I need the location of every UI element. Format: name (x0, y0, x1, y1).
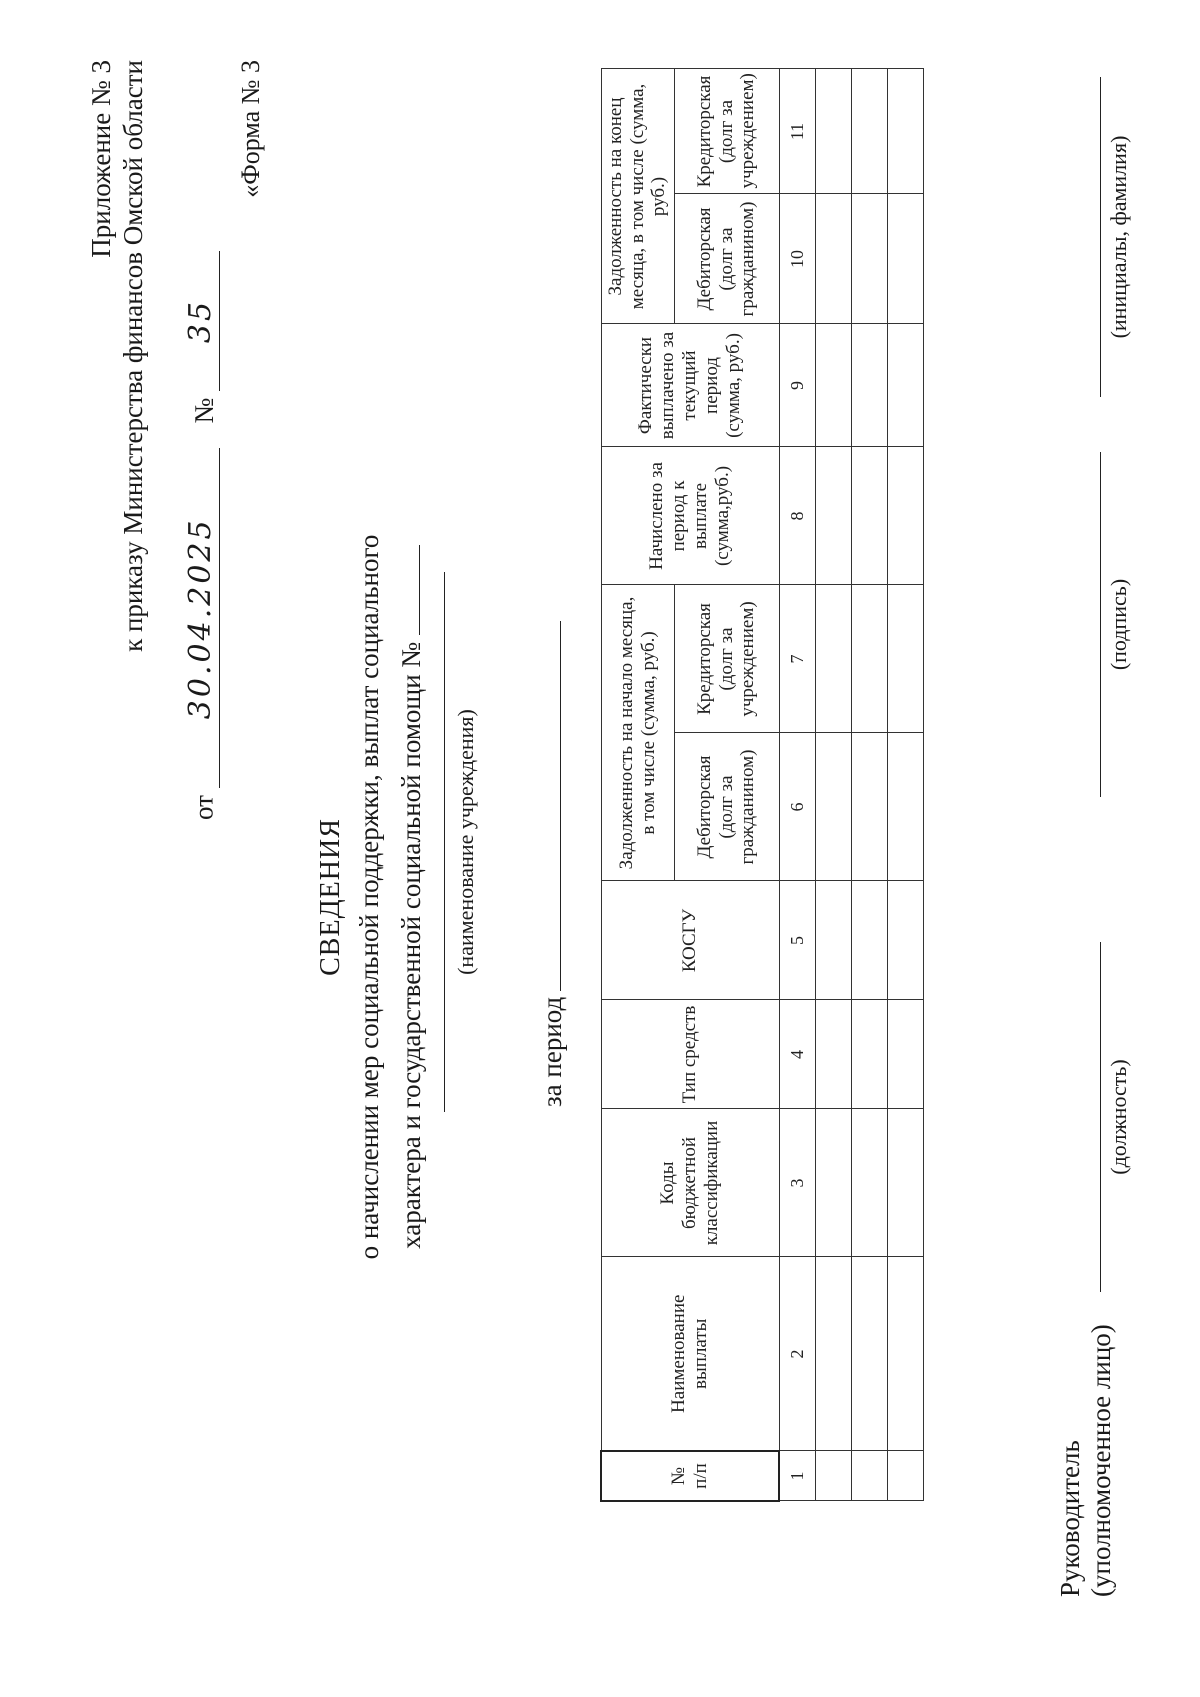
table-cell[interactable] (852, 881, 888, 1000)
table-cell[interactable] (852, 447, 888, 585)
table-cell[interactable] (888, 69, 924, 194)
institution-name-blank[interactable] (444, 572, 445, 1112)
signature-blank[interactable] (1100, 452, 1101, 797)
column-number: 4 (779, 1000, 816, 1109)
empty-rows (816, 69, 924, 1501)
table-cell[interactable] (816, 1451, 852, 1501)
header-paid: Фактически выплачено за текущий период (сумма, руб.) (601, 324, 779, 447)
date-prefix: от (188, 795, 219, 820)
table-cell[interactable] (888, 1451, 924, 1501)
table-cell[interactable] (816, 194, 852, 324)
table-cell[interactable] (852, 585, 888, 733)
table-cell[interactable] (888, 1257, 924, 1451)
header-accrued: Начислено за период к выплате (сумма,руб.) (601, 447, 779, 585)
table-cell[interactable] (852, 733, 888, 881)
header-end-debit: Дебиторская (долг за гражданином) (674, 194, 779, 324)
table-row (888, 69, 924, 1501)
header-start-credit: Кредиторская (долг за учреждением) (674, 585, 779, 733)
header-row-number: № п/п (601, 1451, 779, 1501)
subtitle-line-2 (391, 397, 433, 1397)
column-number: 11 (779, 69, 816, 194)
table-header-row-1 (601, 69, 674, 1501)
table-cell[interactable] (888, 1109, 924, 1257)
number-prefix: № (188, 397, 219, 424)
column-number: 7 (779, 585, 816, 733)
column-number: 1 (779, 1451, 816, 1501)
table-cell[interactable] (888, 585, 924, 733)
column-number: 10 (779, 194, 816, 324)
table-cell[interactable] (816, 447, 852, 585)
subtitle-line-1: о начислении мер социальной поддержки, выплат социального (354, 534, 384, 1260)
table-cell[interactable] (852, 194, 888, 324)
signature-caption: (подпись) (1106, 578, 1131, 671)
table-cell[interactable] (816, 1109, 852, 1257)
table-row (816, 69, 852, 1501)
order-date-number-line (183, 60, 220, 820)
table-cell[interactable] (888, 1000, 924, 1109)
table-cell[interactable] (888, 733, 924, 881)
name-blank[interactable] (1100, 77, 1101, 397)
table-cell[interactable] (852, 1109, 888, 1257)
signatory-block (1055, 1324, 1117, 1597)
document-subtitle (349, 397, 433, 1397)
header-debt-start-group: Задолженность на начало месяца, в том числе (сумма, руб.) (601, 585, 674, 881)
table-cell[interactable] (852, 1257, 888, 1451)
document-title: СВЕДЕНИЯ (315, 818, 346, 976)
name-caption: (инициалы, фамилия) (1106, 135, 1131, 339)
order-date-handwritten: 30.04.2025 (183, 517, 218, 720)
column-number-row (779, 69, 816, 1501)
table-cell[interactable] (816, 69, 852, 194)
institution-caption: (наименование учреждения) (453, 709, 478, 975)
table-cell[interactable] (816, 324, 852, 447)
column-number: 2 (779, 1257, 816, 1451)
signatory-subtitle: (уполномоченное лицо) (1086, 1324, 1117, 1597)
position-caption: (должность) (1106, 1059, 1131, 1175)
table-cell[interactable] (852, 1000, 888, 1109)
period-blank[interactable] (559, 621, 561, 991)
header-debt-end-group: Задолженность на конец месяца, в том числе (сумма, руб.) (601, 69, 674, 324)
column-number: 3 (779, 1109, 816, 1257)
column-number: 8 (779, 447, 816, 585)
header-kosgu: КОСГУ (601, 881, 779, 1000)
column-number: 5 (779, 881, 816, 1000)
period-line (537, 621, 568, 1107)
appendix-number: Приложение № 3 (86, 60, 116, 258)
header-funds-type: Тип средств (601, 1000, 779, 1109)
table-cell[interactable] (888, 881, 924, 1000)
table-cell[interactable] (888, 324, 924, 447)
table-cell[interactable] (888, 447, 924, 585)
subtitle-line-2-text: характера и государственной социальной помощи № (395, 641, 426, 1249)
order-number-field (183, 251, 220, 391)
accrual-table (600, 68, 924, 1502)
position-blank[interactable] (1100, 942, 1101, 1292)
order-reference: к приказу Министерства финансов Омской области (118, 60, 149, 652)
table-cell[interactable] (852, 69, 888, 194)
column-number: 9 (779, 324, 816, 447)
report-number-blank[interactable] (418, 545, 420, 635)
table-cell[interactable] (816, 585, 852, 733)
table-cell[interactable] (816, 1000, 852, 1109)
table-cell[interactable] (888, 194, 924, 324)
table-cell[interactable] (816, 733, 852, 881)
form-label: «Форма № 3 (236, 60, 265, 198)
order-date-field (183, 448, 220, 788)
table-cell[interactable] (852, 324, 888, 447)
appendix-header (85, 60, 150, 820)
header-payment-name: Наименование выплаты (601, 1257, 779, 1451)
table-cell[interactable] (816, 1257, 852, 1451)
table-cell[interactable] (852, 1451, 888, 1501)
signatory-title: Руководитель (1055, 1440, 1085, 1597)
period-label: за период (537, 996, 567, 1107)
table-cell[interactable] (816, 881, 852, 1000)
header-start-debit: Дебиторская (долг за гражданином) (674, 733, 779, 881)
header-budget-codes: Коды бюджетной классификации (601, 1109, 779, 1257)
column-number: 6 (779, 733, 816, 881)
order-number-handwritten: 35 (183, 298, 218, 344)
table-row (852, 69, 888, 1501)
title-block (315, 397, 433, 1397)
header-end-credit: Кредиторская (долг за учреждением) (674, 69, 779, 194)
